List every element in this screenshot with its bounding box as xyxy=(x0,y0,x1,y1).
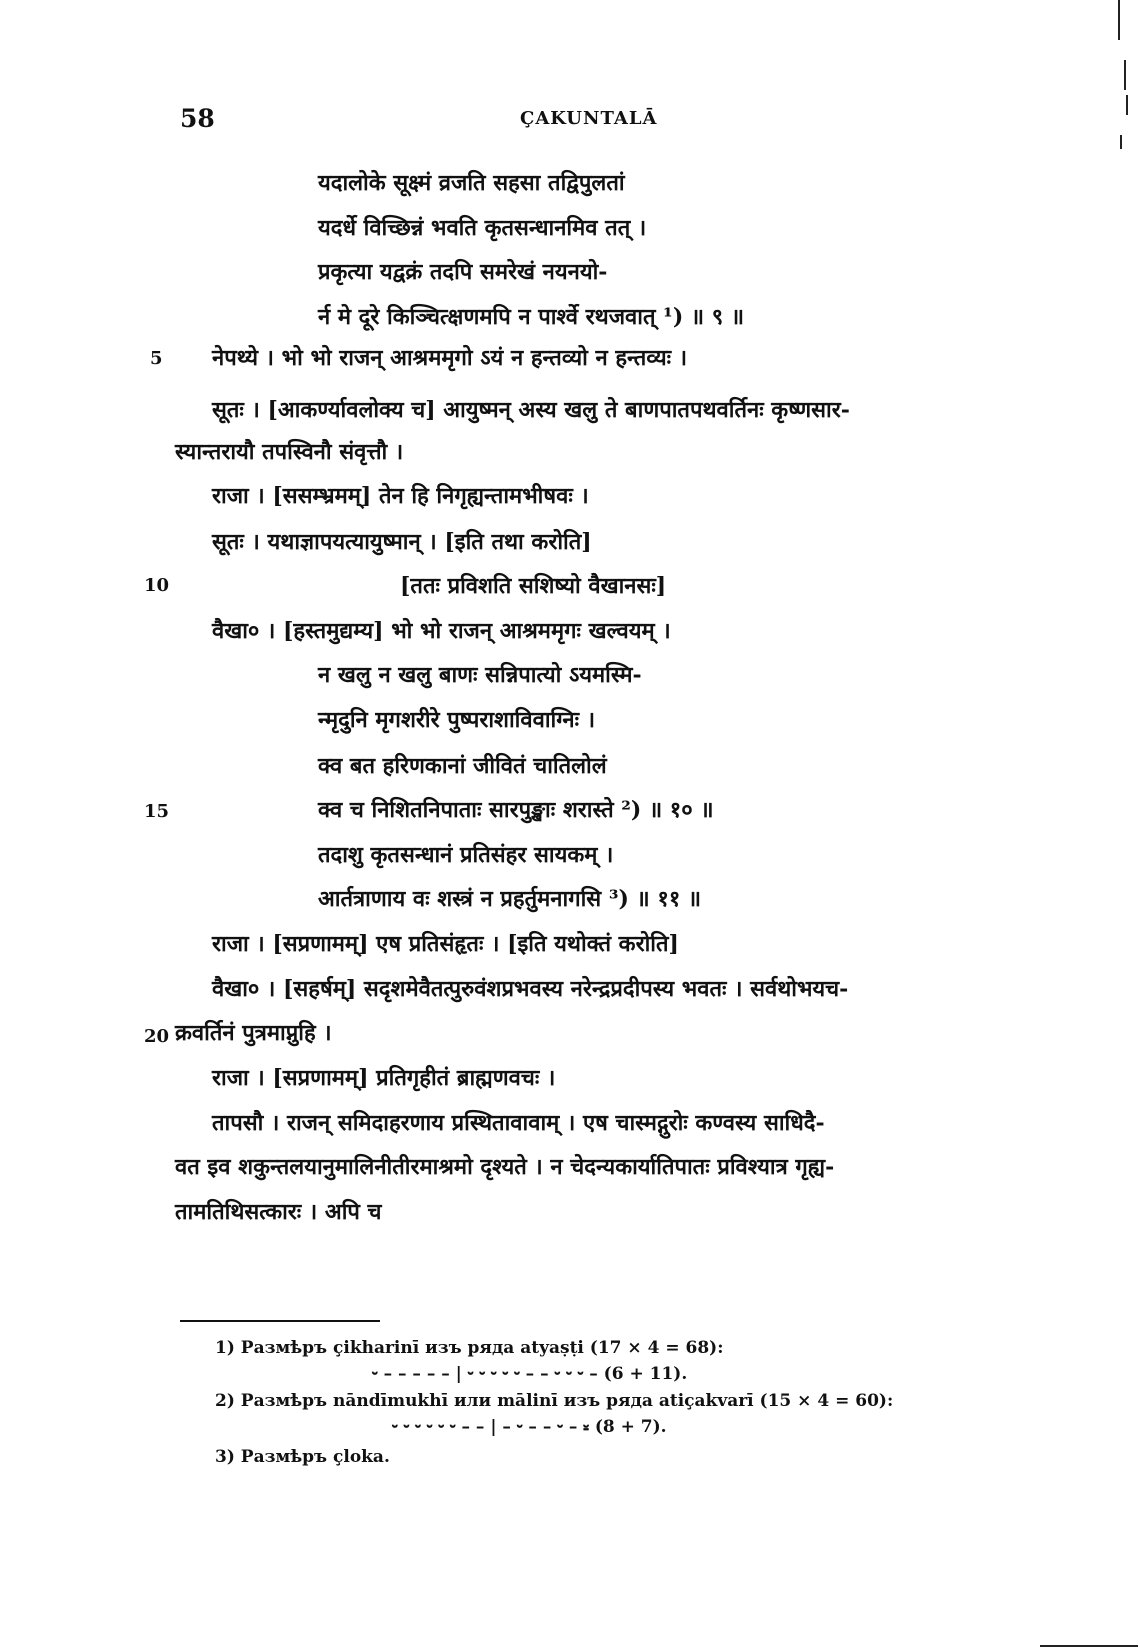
text-line: राजा । [सप्रणामम्] प्रतिगृहीतं ब्राह्मणवचः । xyxy=(212,1065,556,1091)
running-title: ÇAKUNTALĀ xyxy=(520,108,658,129)
text-line: सूतः । [आकर्ण्यावलोक्य च] आयुष्मन् अस्य खलु ते बाणपातपथवर्तिनः कृष्णसार- xyxy=(212,397,850,423)
text-line: वैखा० । [हस्तमुद्यम्य] भो भो राजन् आश्रममृगः खल्वयम् । xyxy=(212,618,671,644)
line-number: 5 xyxy=(150,348,163,369)
text-line: क्व च निशितनिपाताः सारपुङ्खाः शरास्ते ²) ॥ १० ॥ xyxy=(318,797,714,823)
footnote-meter: ⏑ ⏑ ⏑ ⏑ ⏑ ⏑ – – | – ⏑ – – ⏑ – ⏓ (8 + 7). xyxy=(392,1417,667,1437)
footnote: 2) Размѣръ nāndīmukhī или mālinī изъ ряда atiçakvarī (15 × 4 = 60): xyxy=(215,1391,894,1411)
stage-direction: [ततः प्रविशति सशिष्यो वैखानसः] xyxy=(400,573,667,599)
text-line: आर्तत्राणाय वः शस्त्रं न प्रहर्तुमनागसि ³) ॥ ११ ॥ xyxy=(318,886,702,912)
page-number: 58 xyxy=(180,104,215,133)
text-line: तामतिथिसत्कारः । अपि च xyxy=(175,1199,382,1225)
scan-edge-mark xyxy=(1040,1645,1138,1647)
text-line: क्रवर्तिनं पुत्रमाप्नुहि । xyxy=(175,1020,332,1046)
line-number: 20 xyxy=(144,1026,170,1047)
text-line: न खलु न खलु बाणः सन्निपात्यो ऽयमस्मि- xyxy=(318,662,642,688)
scan-edge-mark xyxy=(1124,60,1126,90)
text-line: तदाशु कृतसन्धानं प्रतिसंहर सायकम् । xyxy=(318,842,614,868)
line-number: 15 xyxy=(144,801,170,822)
text-line: सूतः । यथाज्ञापयत्यायुष्मान् । [इति तथा करोति] xyxy=(212,529,592,555)
footnote-rule xyxy=(180,1320,380,1322)
text-line: राजा । [सप्रणामम्] एष प्रतिसंहृतः । [इति यथोक्तं करोति] xyxy=(212,931,679,957)
footnote: 1) Размѣръ çikharinī изъ ряда atyaṣṭi (17 × 4 = 68): xyxy=(215,1338,724,1358)
text-line: वैखा० । [सहर्षम्] सदृशमेवैतत्पुरुवंशप्रभवस्य नरेन्द्रप्रदीपस्य भवतः । सर्वथोभयच- xyxy=(212,976,849,1002)
scan-edge-mark xyxy=(1126,95,1128,115)
text-line: क्व बत हरिणकानां जीवितं चातिलोलं xyxy=(318,753,607,779)
text-line: नेपथ्ये । भो भो राजन् आश्रममृगो ऽयं न हन्तव्यो न हन्तव्यः । xyxy=(212,345,688,371)
text-line: प्रकृत्या यद्वक्रं तदपि समरेखं नयनयो- xyxy=(318,259,608,285)
text-line: तापसौ । राजन् समिदाहरणाय प्रस्थितावावाम् । एष चास्मद्गुरोः कण्वस्य साधिदै- xyxy=(212,1110,825,1136)
text-line: न्मृदुनि मृगशरीरे पुष्पराशाविवाग्निः । xyxy=(318,707,596,733)
footnote: 3) Размѣръ çloka. xyxy=(215,1447,390,1467)
text-line: यदर्धे विच्छिन्नं भवति कृतसन्धानमिव तत् । xyxy=(318,215,647,241)
line-number: 10 xyxy=(144,575,170,596)
text-line: यदालोके सूक्ष्मं व्रजति सहसा तद्विपुलतां xyxy=(318,170,625,196)
text-line: र्न मे दूरे किञ्चित्क्षणमपि न पार्श्वे रथजवात् ¹) ॥ ९ ॥ xyxy=(318,304,744,330)
footnote-meter: ⏑ – – – – – | ⏑ ⏑ ⏑ ⏑ ⏑ – – ⏑ ⏑ ⏑ – (6 + 11). xyxy=(372,1364,688,1384)
text-line: राजा । [ससम्भ्रमम्] तेन हि निगृह्यन्तामभीषवः । xyxy=(212,483,589,509)
text-line: स्यान्तरायौ तपस्विनौ संवृत्तौ । xyxy=(175,439,404,465)
scan-edge-mark xyxy=(1120,135,1122,149)
text-line: वत इव शकुन्तलयानुमालिनीतीरमाश्रमो दृश्यते । न चेदन्यकार्यातिपातः प्रविश्यात्र गृह्य- xyxy=(175,1154,835,1180)
scan-edge-mark xyxy=(1118,0,1120,40)
